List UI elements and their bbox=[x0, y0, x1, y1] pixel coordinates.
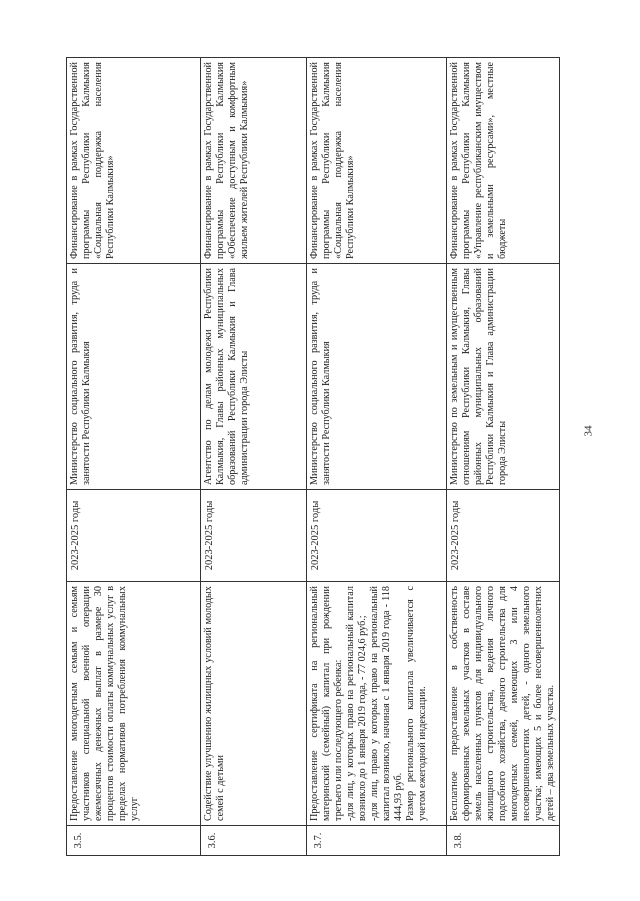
period-cell: 2023-2025 годы bbox=[307, 490, 447, 582]
financing-cell: Финансирование в рамках Государственной программы Республики Калмыкия «Управление республиканским имуществом и земельными ресурсами», местные бюджеты bbox=[447, 58, 560, 264]
period-cell: 2023-2025 годы bbox=[67, 490, 201, 582]
row-number: 3.6. bbox=[201, 826, 307, 856]
measure-paragraph: Размер регионального капитала увеличивается с учетом ежегодной индексации. bbox=[405, 586, 428, 821]
table-row bbox=[447, 58, 560, 856]
executor-cell: Министерство социального развития, труда и занятости Республики Калмыкия bbox=[307, 264, 447, 490]
table-row bbox=[201, 58, 307, 856]
measure-paragraph: -для лиц, у которых право на региональный капитал возникло до 1 января 2019 года, - 77 024,6 руб.; bbox=[345, 586, 368, 821]
executor-cell: Агентство по делам молодежи Республики Калмыкия, Главы районных муниципальных образований Республики Калмыкия и Глава администрации города Элисты bbox=[201, 264, 307, 490]
executor-cell: Министерство социального развития, труда и занятости Республики Калмыкия bbox=[67, 264, 201, 490]
measure-cell: Содействие улучшению жилищных условий молодых семей с детьми bbox=[201, 582, 307, 826]
row-number: 3.7. bbox=[307, 826, 447, 856]
measure-paragraph: Предоставление сертификата на региональный материнский (семейный) капитал при рождении третьего или последующего ребенка: bbox=[309, 586, 344, 821]
measure-paragraph: -для лиц, право у которых право на региональный капитал возникло, начиная с 1 января 2019 года - 118 444,93 руб. bbox=[369, 586, 404, 821]
page-number: 34 bbox=[582, 425, 595, 437]
period-cell: 2023-2025 годы bbox=[447, 490, 560, 582]
measure-cell: Бесплатное предоставление в собственность сформированных земельных участков в составе земель населенных пунктов для индивидуального жилищного строительства, ведения личного подсобного хозяйства, дачного строительства для многодетных семей, имеющих 3 или 4 несовершеннолетних детей, - одного земельного участка; имеющих 5 и более несовершеннолетних детей – два земельных участка. bbox=[447, 582, 560, 826]
executor-cell: Министерство по земельным и имущественным отношениям Республики Калмыкия, Главы районных муниципальных образований Республики Калмыкия и Глава администрации города Элисты bbox=[447, 264, 560, 490]
measure-cell: Предоставление многодетным семьям и семьям участников специальной военной операции ежемесячных денежных выплат в размере 30 процентов стоимости оплаты коммунальных услуг в пределах нормативов потребления коммунальных услуг bbox=[67, 582, 201, 826]
measures-table bbox=[66, 57, 560, 856]
measure-cell bbox=[307, 582, 447, 826]
table-row bbox=[67, 58, 201, 856]
row-number: 3.5. bbox=[67, 826, 201, 856]
row-number: 3.8. bbox=[447, 826, 560, 856]
financing-cell: Финансирование в рамках Государственной программы Республики Калмыкия «Социальная поддержка населения Республики Калмыкия» bbox=[67, 58, 201, 264]
table-row bbox=[307, 58, 447, 856]
financing-cell: Финансирование в рамках Государственной программы Республики Калмыкия «Социальная поддержка населения Республики Калмыкия» bbox=[307, 58, 447, 264]
financing-cell: Финансирование в рамках Государственной программы Республики Калмыкия «Обеспечение доступным и комфортным жильем жителей Республики Калмыкия» bbox=[201, 58, 307, 264]
period-cell: 2023-2025 годы bbox=[201, 490, 307, 582]
rotated-table-wrapper bbox=[66, 58, 558, 856]
